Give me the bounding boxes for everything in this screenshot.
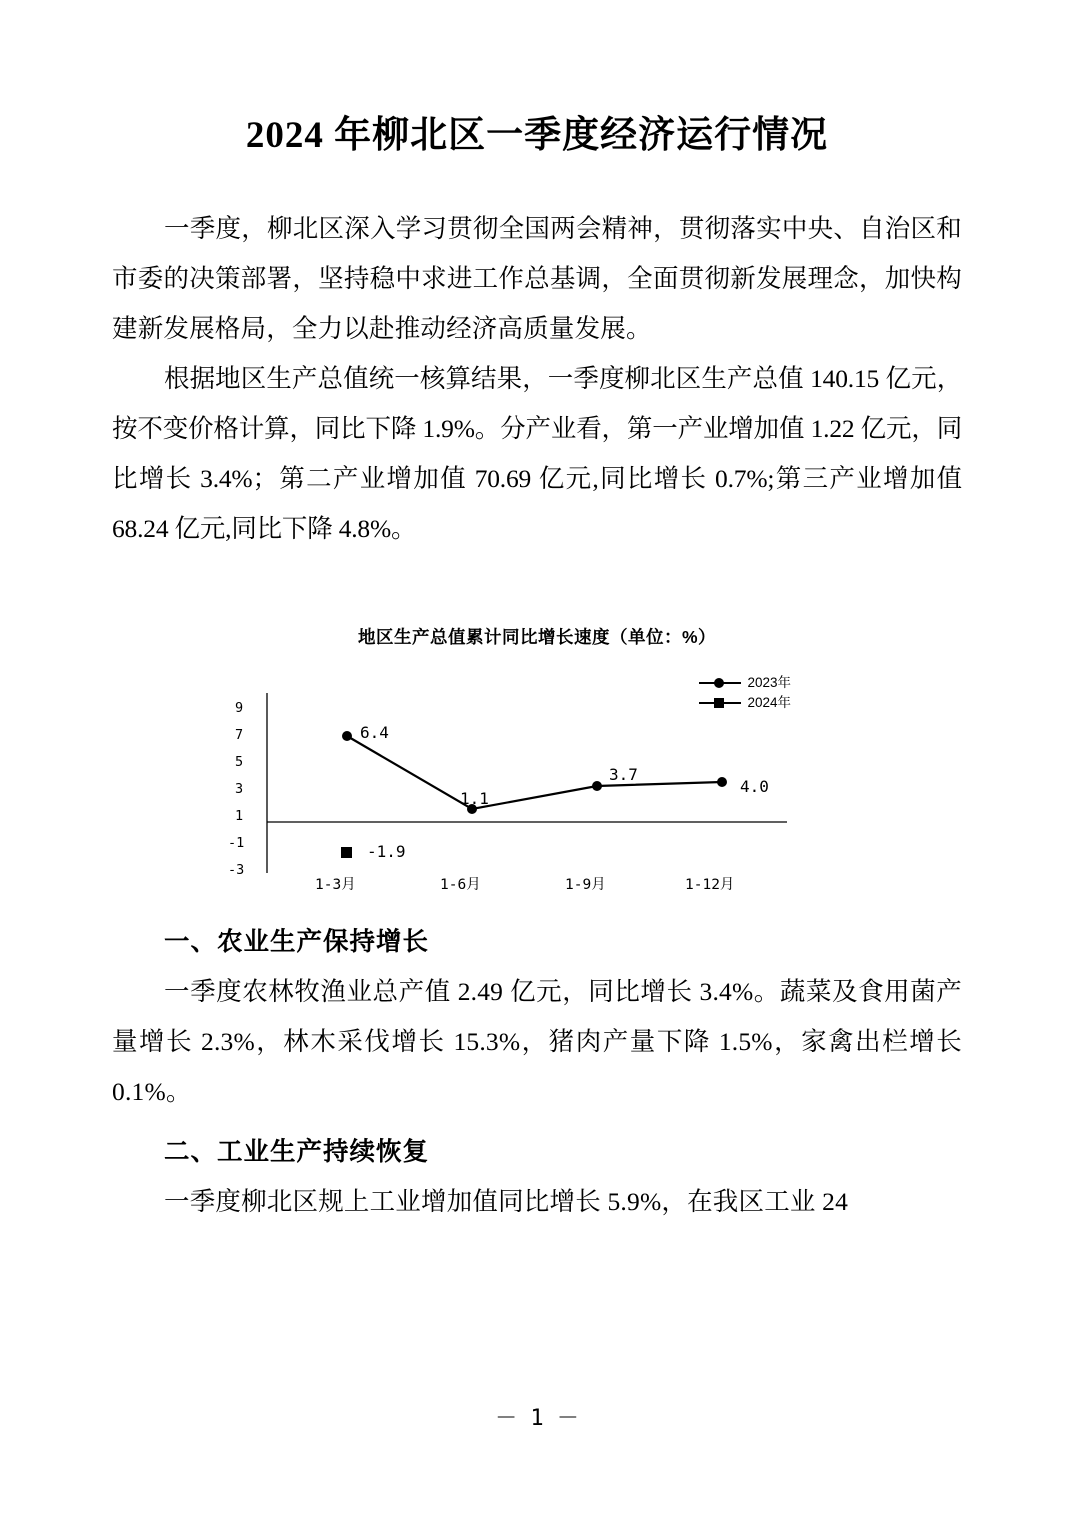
y-tick-neg1: -1 [228, 835, 245, 852]
legend-label-2024: 2024年 [747, 695, 791, 711]
gdp-growth-chart [227, 624, 847, 894]
paragraph-gdp: 根据地区生产总值统一核算结果，一季度柳北区生产总值 140.15 亿元，按不变价格计算，同比下降 1.9%。分产业看，第一产业增加值 1.22 亿元，同比增长 3.4%；第二产业增加值 70.69 亿元,同比增长 0.7%;第三产业增加值 68.24 亿元,同比下降 4.8%。 [112, 364, 962, 544]
legend-label-2023: 2023年 [747, 675, 791, 691]
y-tick-9: 9 [235, 700, 244, 717]
page-title: 2024 年柳北区一季度经济运行情况 [245, 115, 829, 156]
y-tick-3: 3 [235, 781, 244, 798]
paragraph-intro: 一季度，柳北区深入学习贯彻全国两会精神，贯彻落实中央、自治区和市委的决策部署，坚持稳中求进工作总基调，全面贯彻新发展理念，加快构建新发展格局，全力以赴推动经济高质量发展。 [112, 214, 962, 344]
y-tick-7: 7 [235, 727, 244, 744]
data-label-2023-h1: 1.1 [460, 789, 489, 809]
x-tick-q1: 1-3月 [315, 877, 356, 894]
legend-item-2023 [699, 673, 791, 693]
legend-marker-square-icon [699, 697, 741, 709]
y-tick-1: 1 [235, 808, 244, 825]
chart-plot-area [227, 657, 847, 894]
chart-title: 地区生产总值累计同比增长速度（单位：%） [357, 627, 717, 648]
data-label-2023-q3: 3.7 [609, 765, 638, 785]
section-heading-industry: 二、工业生产持续恢复 [164, 1138, 430, 1167]
x-tick-h1: 1-6月 [440, 877, 481, 894]
chart-legend [699, 673, 791, 713]
section-body-industry: 一季度柳北区规上工业增加值同比增长 5.9%，在我区工业 24 [164, 1187, 849, 1217]
x-tick-q3: 1-9月 [565, 877, 606, 894]
data-label-2024-q1: -1.9 [367, 842, 406, 862]
page-number: － 1 － [495, 1406, 579, 1431]
y-tick-5: 5 [235, 754, 244, 771]
y-tick-neg3: -3 [228, 862, 245, 879]
data-label-2023-q4: 4.0 [740, 777, 769, 797]
section-heading-agriculture: 一、农业生产保持增长 [164, 928, 430, 957]
section-body-agriculture: 一季度农林牧渔业总产值 2.49 亿元，同比增长 3.4%。蔬菜及食用菌产量增长 2.3%，林木采伐增长 15.3%，猪肉产量下降 1.5%，家禽出栏增长 0.1%。 [112, 977, 962, 1107]
x-tick-q4: 1-12月 [685, 877, 735, 894]
legend-item-2024 [699, 693, 791, 713]
legend-marker-circle-icon [699, 677, 741, 689]
data-label-2023-q1: 6.4 [360, 723, 389, 743]
